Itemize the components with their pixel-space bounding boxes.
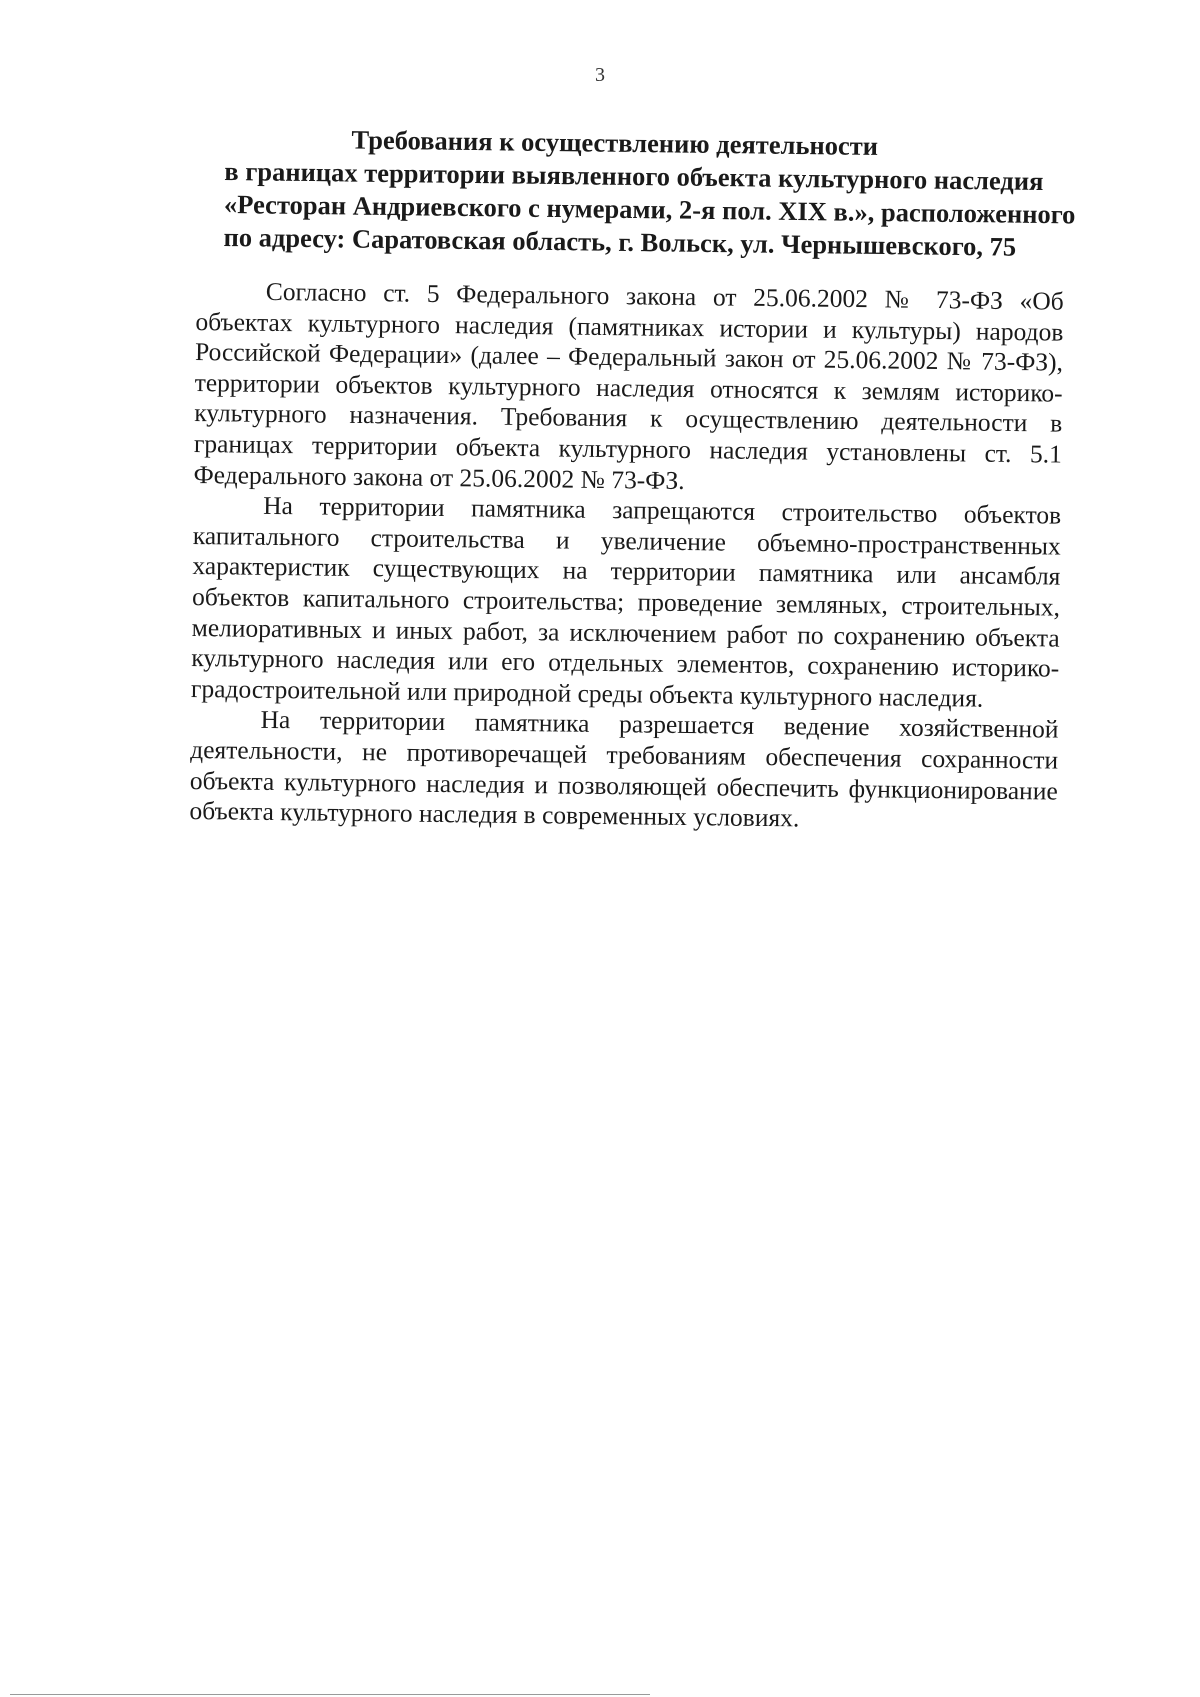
paragraph-permissions: На территории памятника разрешается ведение хозяйственной деятельности, не противоречащей требованиям обеспечения сохранности объекта культурного наследия и позволяющей обеспечить функционирование объекта культурного наследия в современных условиях. xyxy=(189,705,1059,833)
title-line-3: «Ресторан Андриевского с нумерами, 2-я пол. XIX в.», расположенного xyxy=(223,188,1076,230)
document-title xyxy=(223,122,1076,264)
title-line-1: Требования к осуществлению деятельности xyxy=(351,124,879,161)
title-line-2: в границах территории выявленного объекта культурного наследия xyxy=(224,155,1044,197)
title-line-4: по адресу: Саратовская область, г. Вольск, ул. Чернышевского, 75 xyxy=(223,221,1017,262)
bottom-scan-line xyxy=(10,1694,650,1695)
page-number: 3 xyxy=(595,64,605,86)
paragraph-legal-basis: Согласно ст. 5 Федерального закона от 25.06.2002 № 73-ФЗ «Об объектах культурного наследия (памятниках истории и культуры) народов Российской Федерации» (далее – Федеральный закон от 25.06.2002 № 73-ФЗ), территории объектов культурного наследия относятся к землям историко-культурного назначения. Требования к осуществлению деятельности в границах территории объекта культурного наследия установлены ст. 5.1 Федерального закона от 25.06.2002 № 73-ФЗ. xyxy=(193,276,1064,495)
document-body xyxy=(189,276,1064,837)
paragraph-prohibitions: На территории памятника запрещаются строительство объектов капитального строительства и увеличение объемно-пространственных характеристик существующих на территории памятника или ансамбля объектов капитального строительства; проведение земляных, строительных, мелиоративных и иных работ, за исключением работ по сохранению объекта культурного наследия или его отдельных элементов, сохранению историко-градостроительной или природной среды объекта культурного наследия. xyxy=(190,490,1062,713)
